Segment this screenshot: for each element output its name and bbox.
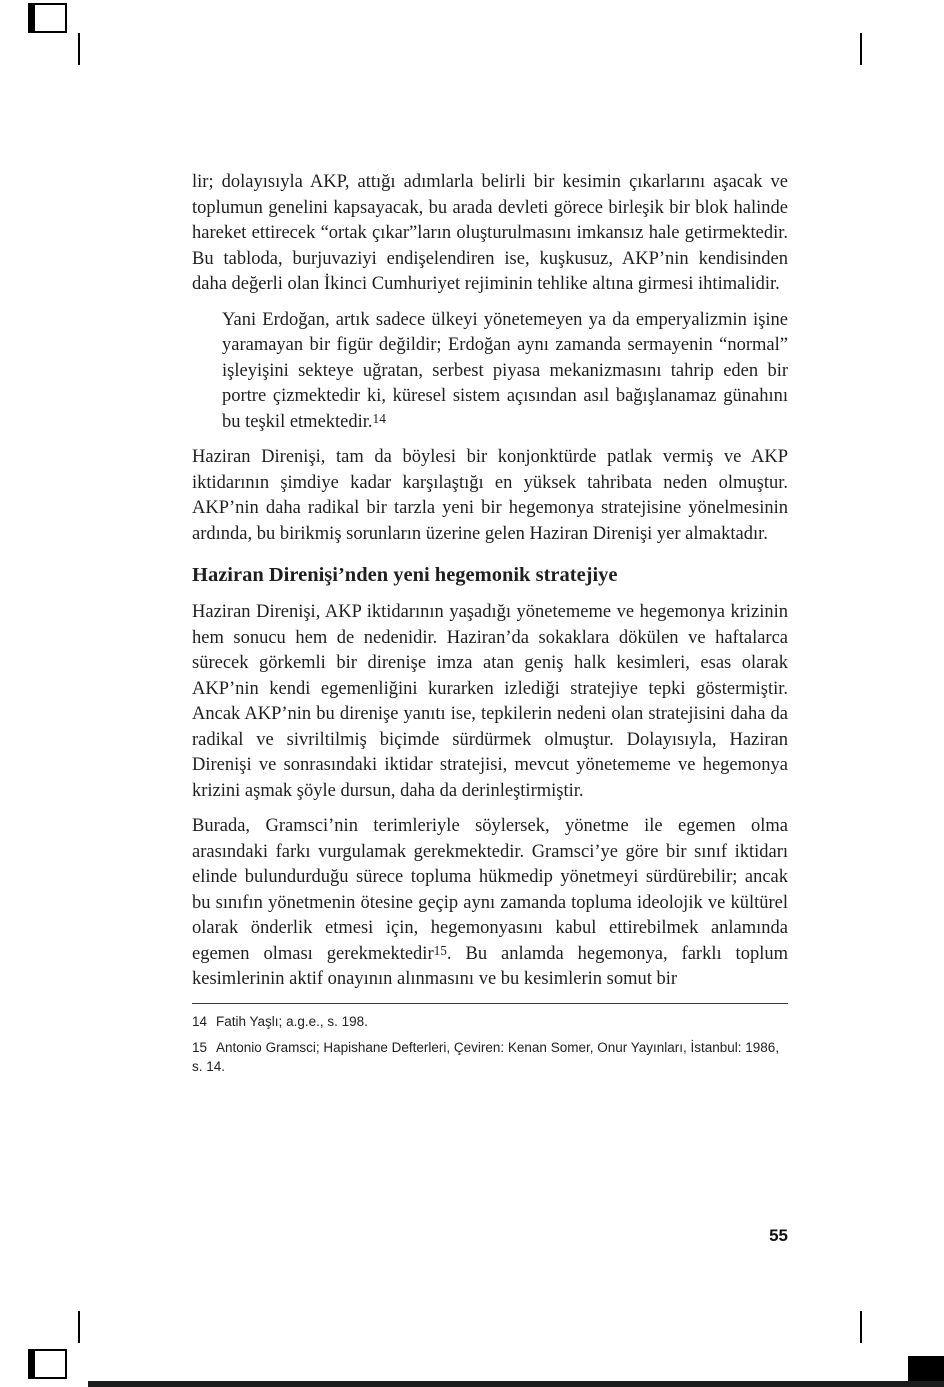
paragraph-strateji: Haziran Direnişi, AKP iktidarının yaşadığı yönetememe ve hegemonya krizinin hem sonucu hem de nedenidir. Haziran’da sokaklara dökülen ve haftalarca sürecek görkemli bir direnişe imza atan geniş halk kesimleri, esas olarak AKP’nin kendi egemenliğini kurarken izlediği stratejiye tepki göstermiştir. Ancak AKP’nin bu direnişe yanıtı ise, tepkilerin nedeni olan stratejisini daha da radikal ve sivriltilmiş biçimde sürdürmek olmuştur. Dolayısıyla, Haziran Direnişi ve sonrasındaki iktidar stratejisi, mevcut yönetememe ve hegemonya krizini aşmak şöyle dursun, daha da derinleştirmiştir. <box>192 602 788 801</box>
footnote-14 <box>192 1012 788 1031</box>
crop-mark-top-right-tick <box>860 33 862 65</box>
footnote-number: 14 <box>192 1013 208 1029</box>
blockquote-text: Yani Erdoğan, artık sadece ülkeyi yönetemeyen ya da emperyalizmin işine yaramayan bir figür değildir; Erdoğan aynı zamanda sermayenin “normal” işleyişini sekteye uğratan, serbest piyasa mekanizmasını tahrip eden bir portre çizmektedir ki, küresel sistem açısından asıl bağışlanamaz günahını bu teşkil etmektedir. <box>222 309 788 432</box>
footnotes-section <box>192 1003 788 1076</box>
crop-mark-bottom-left <box>28 1349 67 1379</box>
paragraph-haziran-direnisi: Haziran Direnişi, tam da böylesi bir konjonktürde patlak vermiş ve AKP iktidarının şimdiye kadar karşılaştığı en yüksek tahribata neden olmuştur. AKP’nin daha radikal bir tarzla yeni bir hegemonya stratejisine yönelmesinin ardında, bu birikmiş sorunların üzerine gelen Haziran Direnişi yer almaktadır. <box>192 447 788 544</box>
footnote-ref-15: 15 <box>433 942 447 958</box>
paragraph-gramsci-text: Burada, Gramsci’nin terimleriyle söylersek, yönetme ile egemen olma arasındaki farkı vurgulamak gerekmektedir. Gramsci’ye göre bir sınıf iktidarı elinde bulundurduğu sürece topluma hükmedip yönetmeyi sürdürebilir; ancak bu sınıfın yönetmenin ötesine geçip aynı zamanda topluma ideolojik ve kültürel olarak önderlik etmesi için, hegemonyasını kabul ettirebilmek anlamında egemen olması gerekmektedir <box>192 816 788 964</box>
page-number: 55 <box>769 1226 788 1245</box>
paragraph-continuation: lir; dolayısıyla AKP, attığı adımlarla belirli bir kesimin çıkarlarını aşacak ve toplumun genelini kapsayacak, bu arada devleti görece birleşik bir blok halinde hareket ettirecek “ortak çıkar”ların oluşturulmasını imkansız hale getirmektedir. Bu tabloda, burjuvaziyi endişelendiren ise, kuşkusuz, AKP’nin kendisinden daha değerli olan İkinci Cumhuriyet rejiminin tehlike altına girmesi ihtimalidir. <box>192 172 788 294</box>
crop-mark-top-left-tick <box>78 33 80 65</box>
crop-mark-bottom-left-tick <box>78 1311 80 1343</box>
page-text-block <box>192 170 788 1083</box>
crop-mark-top-left <box>28 3 67 33</box>
scan-edge-shadow-bottom <box>88 1381 944 1387</box>
footnote-ref-14: 14 <box>372 410 386 426</box>
footnote-text: Antonio Gramsci; Hapishane Defterleri, Çeviren: Kenan Somer, Onur Yayınları, İstanbul: 1986, s. 14. <box>192 1039 780 1074</box>
footnote-15 <box>192 1038 788 1076</box>
paragraph-gramsci-continuation: . Bu anlamda hegemonya, farklı toplum kesimlerinin aktif onayının alınmasını ve bu kesimlerin somut bir <box>192 943 788 989</box>
blockquote <box>192 308 788 436</box>
footnote-text: Fatih Yaşlı; a.g.e., s. 198. <box>216 1013 368 1029</box>
footnote-number: 15 <box>192 1039 208 1055</box>
crop-mark-bottom-right-tick <box>860 1311 862 1343</box>
section-heading: Haziran Direnişi’nden yeni hegemonik stratejiye <box>192 564 618 586</box>
paragraph-gramsci <box>192 814 788 993</box>
